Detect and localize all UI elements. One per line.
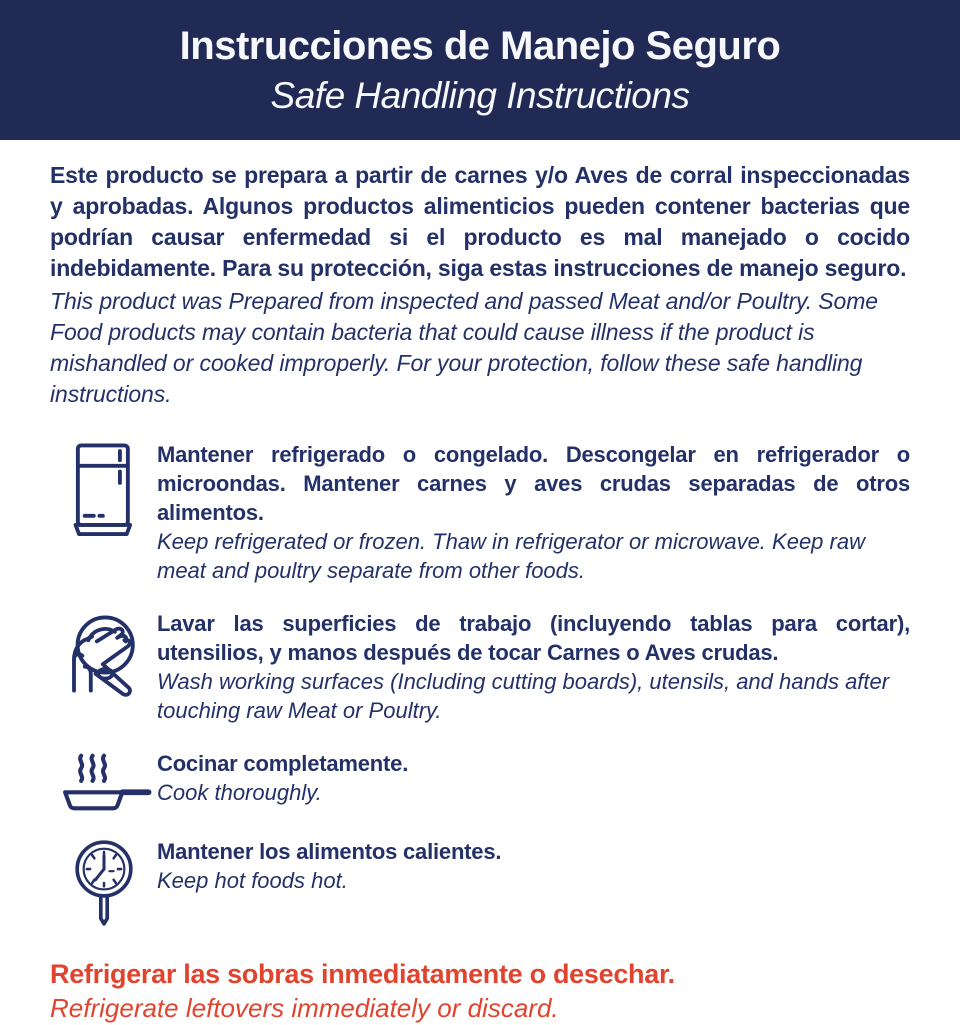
- instruction-text: [157, 749, 910, 807]
- instruction-english: Wash working surfaces (Including cutting boards), utensils, and hands after touching raw Meat or Poultry.: [157, 669, 890, 723]
- instruction-text: [157, 609, 910, 725]
- title-english: Safe Handling Instructions: [270, 74, 690, 116]
- instruction-row-cook: [50, 749, 910, 813]
- intro-spanish: Este producto se prepara a partir de carnes y/o Aves de corral inspeccionadas y aprobadas. Algunos productos alimenticios pueden contener bacterias que podrían causar enfermedad si el producto es mal manejado o cocido indebidamente. Para su protección, siga estas instrucciones de manejo seguro.: [50, 162, 910, 281]
- intro-english: This product was Prepared from inspected and passed Meat and/or Poultry. Some Food products may contain bacteria that could cause illness if the product is mishandled or cooked improperly. For your protection, follow these safe handling instructions.: [50, 288, 878, 407]
- instruction-spanish: Mantener los alimentos calientes.: [157, 839, 502, 864]
- instruction-text: [157, 440, 910, 585]
- intro-section: [0, 140, 960, 410]
- instruction-row-refrigerate: [50, 440, 910, 585]
- footer-warning: [0, 951, 960, 1025]
- instruction-english: Keep refrigerated or frozen. Thaw in refrigerator or microwave. Keep raw meat and poultry separate from other foods.: [157, 529, 865, 583]
- footer-english: Refrigerate leftovers immediately or discard.: [50, 993, 559, 1023]
- instruction-list: [0, 410, 960, 927]
- frying-pan-icon: [50, 749, 157, 813]
- instruction-english: Keep hot foods hot.: [157, 868, 348, 893]
- instruction-text: [157, 837, 910, 895]
- footer-spanish: Refrigerar las sobras inmediatamente o desechar.: [50, 959, 675, 989]
- instruction-english: Cook thoroughly.: [157, 780, 322, 805]
- hand-washing-icon: [50, 609, 157, 703]
- header-banner: [0, 0, 960, 140]
- instruction-row-keep-hot: [50, 837, 910, 927]
- meat-thermometer-icon: [50, 837, 157, 927]
- instruction-spanish: Cocinar completamente.: [157, 751, 409, 776]
- instruction-row-wash: [50, 609, 910, 725]
- instruction-spanish: Lavar las superficies de trabajo (incluyendo tablas para cortar), utensilios, y manos después de tocar Carnes o Aves crudas.: [157, 611, 910, 665]
- title-spanish: Instrucciones de Manejo Seguro: [179, 23, 781, 68]
- instruction-spanish: Mantener refrigerado o congelado. Descongelar en refrigerador o microondas. Mantener carnes y aves crudas separadas de otros alimentos.: [157, 442, 910, 525]
- refrigerator-icon: [50, 440, 157, 542]
